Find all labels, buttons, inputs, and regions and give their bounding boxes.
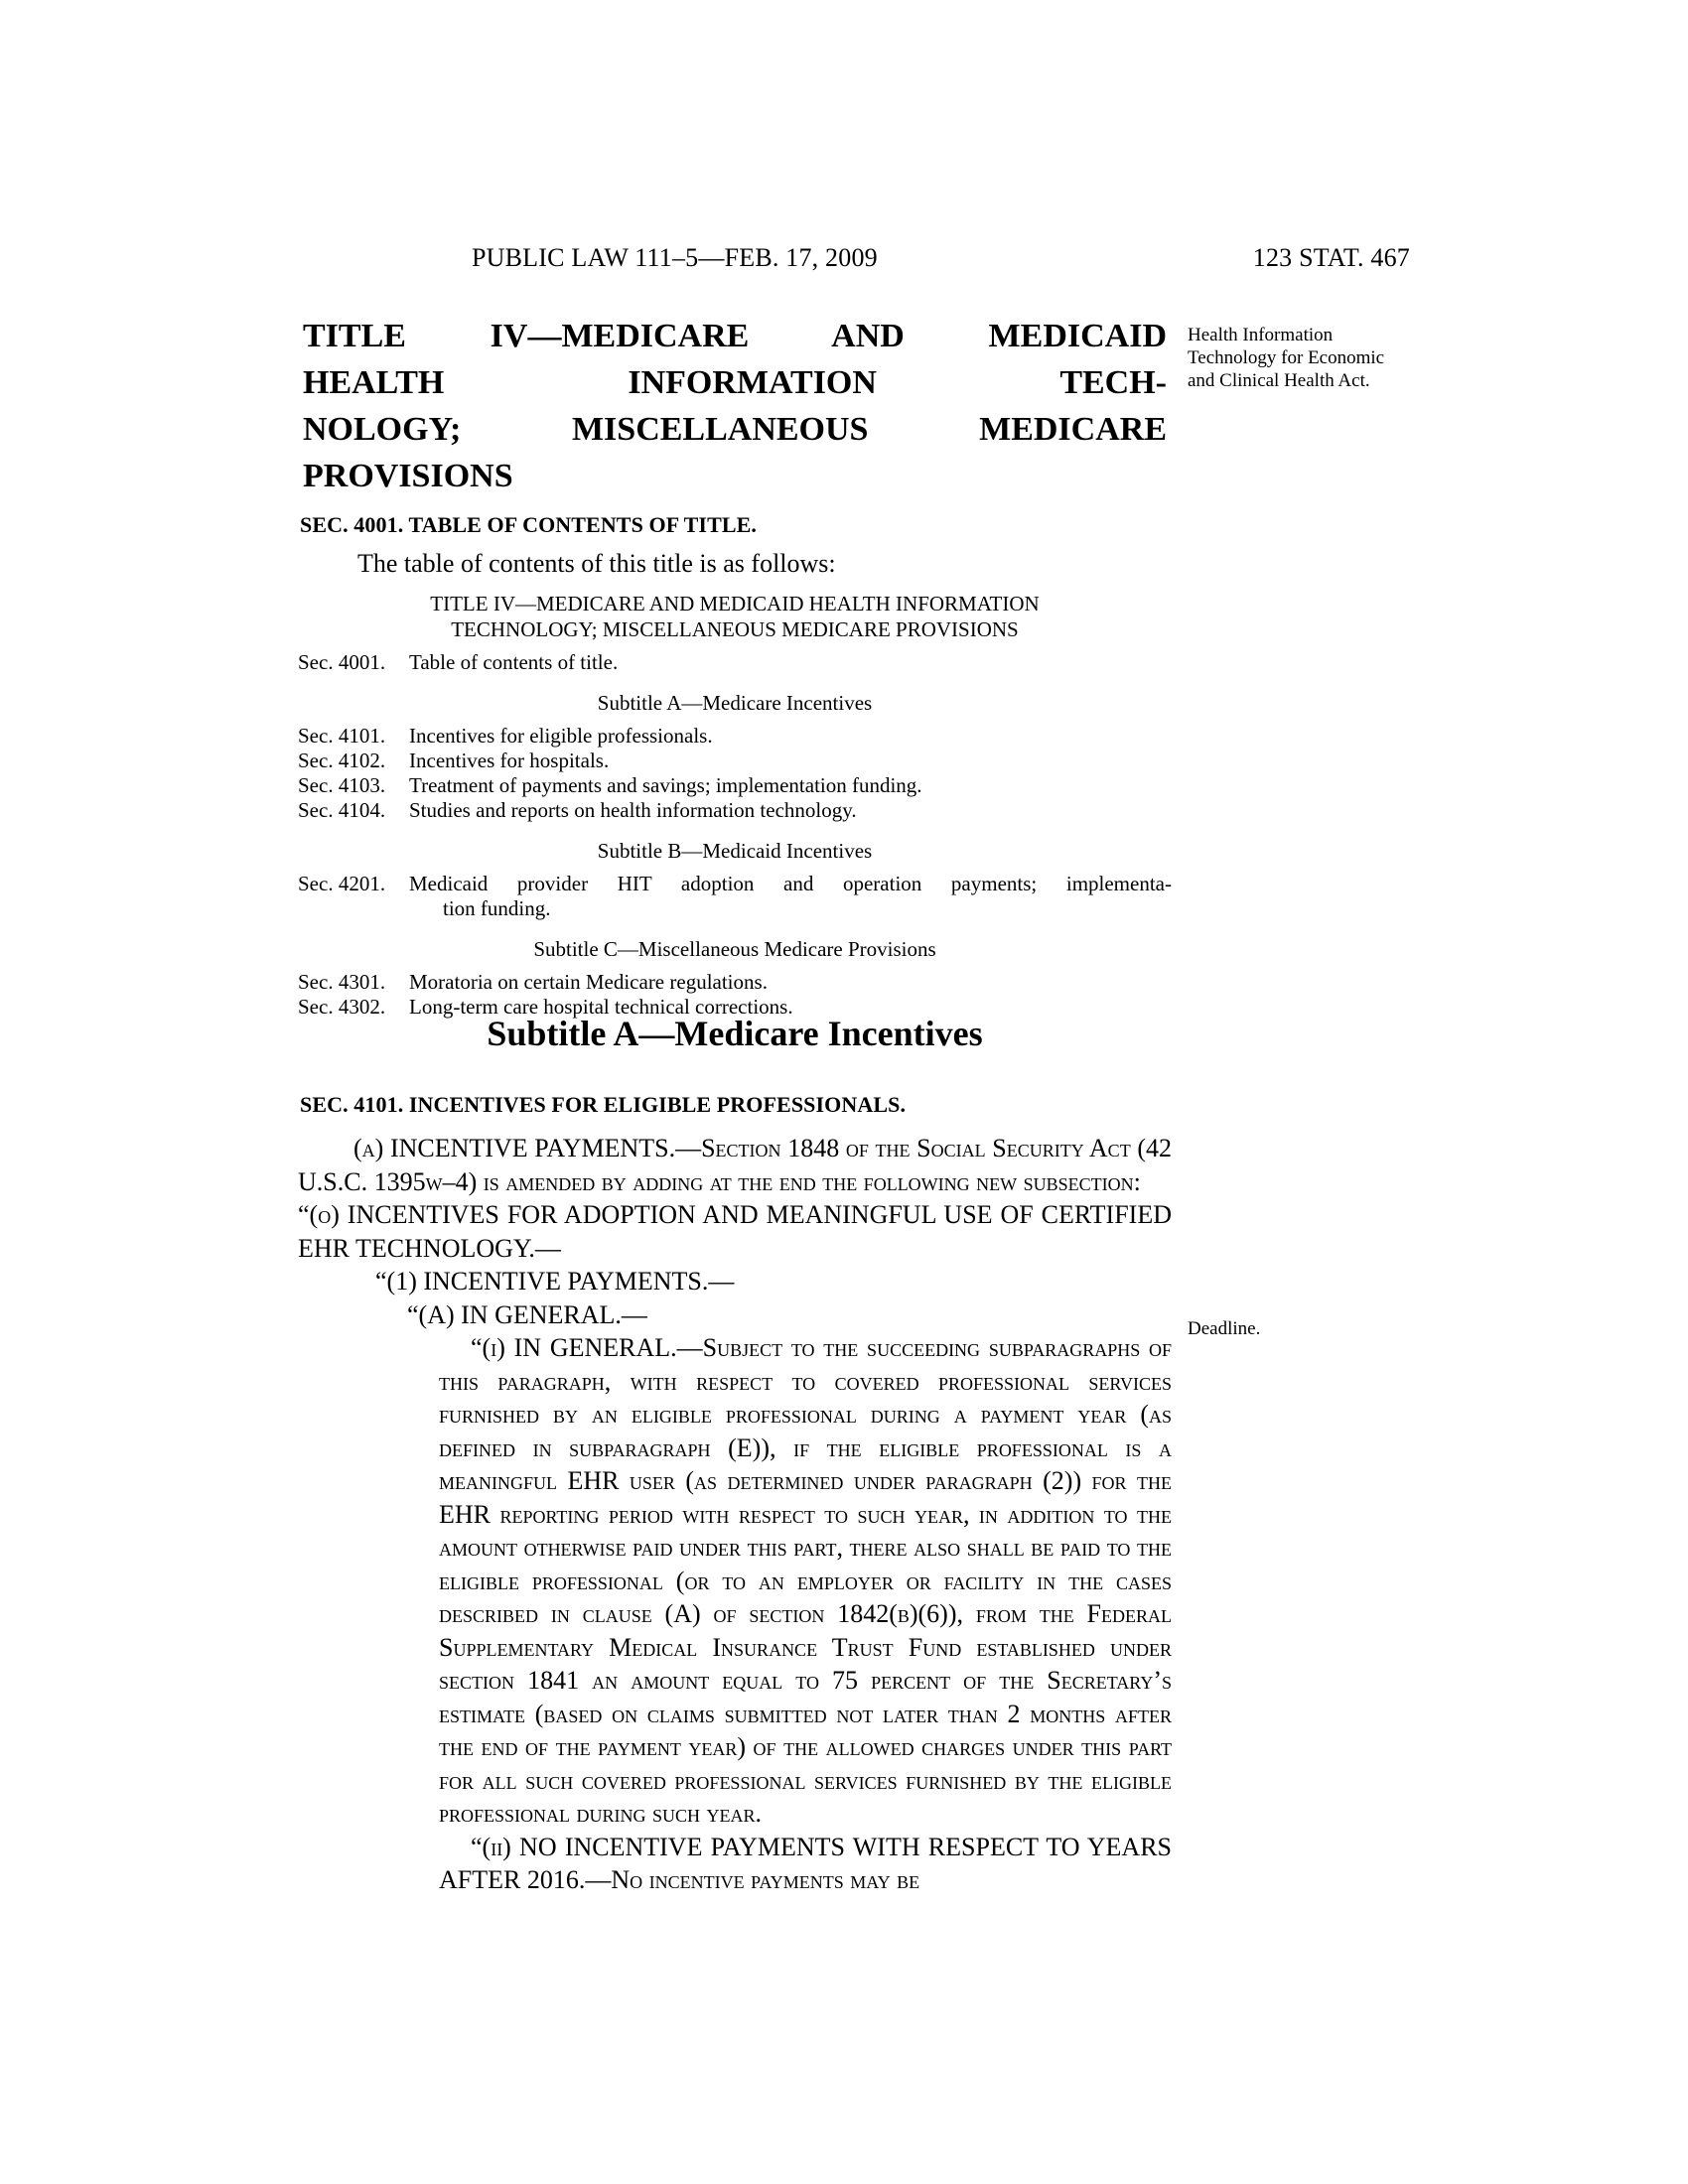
toc-entry[interactable] [298,872,1172,921]
paragraph-a-incentive-payments: (a) INCENTIVE PAYMENTS.—Section 1848 of the Social Security Act (42 U.S.C. 1395w–4) is amended by adding at the end the following new subsection: [298,1134,1172,1196]
toc-entry-label: Sec. 4101. [298,724,386,748]
running-head-left: PUBLIC LAW 111–5—FEB. 17, 2009 [472,243,878,272]
table-of-contents [298,591,1172,1020]
title-line-4: PROVISIONS [303,458,513,494]
toc-entry-label: Sec. 4201. [298,872,386,895]
paragraph-i-in-general: “(i) IN GENERAL.—Subject to the succeeding subparagraphs of this paragraph, with respect to covered professional services furnished by an eligible professional during a payment year (as defined in subparagraph (E)), if the eligible professional is a meaningful EHR user (as determined under paragraph (2)) for the EHR reporting period with respect to such year, in addition to the amount otherwise paid under this part, there also shall be paid to the eligible professional (or to an employer or facility in the cases described in clause (A) of section 1842(b)(6)), from the Federal Supplementary Medical Insurance Trust Fund established under section 1841 an amount equal to 75 percent of the Secretary’s estimate (based on claims submitted not later than 2 months after the end of the payment year) of the allowed charges under this part for all such covered professional services furnished by the eligible professional during such year. [439,1333,1173,1828]
paragraph-o-heading: “(o) INCENTIVES FOR ADOPTION AND MEANINGFUL USE OF CERTIFIED EHR TECHNOLOGY.— [298,1200,1172,1263]
toc-subtitle-c-heading: Subtitle C—Miscellaneous Medicare Provisions [533,937,936,961]
toc-entry-label: Sec. 4103. [298,773,386,797]
toc-entry-text: Incentives for eligible professionals. [409,724,713,748]
toc-entry[interactable] [298,724,1172,749]
toc-entry[interactable] [298,970,1172,995]
toc-entry-label: Sec. 4102. [298,749,386,772]
title-line-2: HEALTH INFORMATION TECH- [303,364,1167,401]
page-title [303,313,1167,499]
toc-title-line-2: TECHNOLOGY; MISCELLANEOUS MEDICARE PROVISIONS [451,617,1019,641]
title-line-1: TITLE IV—MEDICARE AND MEDICAID [303,318,1167,354]
toc-entry-text-line-1: Medicaid provider HIT adoption and operation payments; implementa- [409,872,1172,895]
running-head-right: 123 STAT. 467 [1252,243,1410,272]
toc-entry-text: Studies and reports on health information technology. [409,798,857,822]
section-heading-4101: SEC. 4101. INCENTIVES FOR ELIGIBLE PROFESSIONALS. [300,1092,907,1117]
toc-entry-text: Moratoria on certain Medicare regulations. [409,970,768,994]
margin-note-hitech: Health Information Technology for Economic and Clinical Health Act. [1188,325,1385,391]
toc-entry-text: Table of contents of title. [409,650,619,674]
title-line-3: NOLOGY; MISCELLANEOUS MEDICARE [303,411,1167,448]
subtitle-a-banner: Subtitle A—Medicare Incentives [487,1014,983,1053]
toc-title [377,591,1092,642]
toc-subtitle-a-heading: Subtitle A—Medicare Incentives [597,691,873,715]
toc-entry-label: Sec. 4302. [298,995,386,1019]
paragraph-ii-no-incentive-payments: “(ii) NO INCENTIVE PAYMENTS WITH RESPECT TO YEARS AFTER 2016.—No incentive payments may be [439,1832,1172,1894]
toc-entry[interactable] [298,773,1172,798]
toc-entry-label: Sec. 4301. [298,970,386,994]
toc-entry-text: Incentives for hospitals. [409,749,610,772]
section-heading-4001: SEC. 4001. TABLE OF CONTENTS OF TITLE. [300,512,758,537]
margin-note-deadline: Deadline. [1188,1318,1261,1339]
body-text-column [298,1132,1172,1897]
paragraph-A-in-general: “(A) IN GENERAL.— [407,1299,647,1329]
toc-entry-text [409,872,1172,921]
toc-entry-text: Treatment of payments and savings; implementation funding. [409,773,922,797]
toc-entry[interactable] [298,650,1172,675]
toc-intro-line: The table of contents of this title is as follows: [357,549,836,578]
toc-entry-text: Long-term care hospital technical corrections. [409,995,793,1019]
toc-title-line-1: TITLE IV—MEDICARE AND MEDICAID HEALTH INFORMATION [430,592,1040,615]
toc-entry[interactable] [298,749,1172,773]
toc-entry[interactable] [298,798,1172,823]
toc-subtitle-b-heading: Subtitle B—Medicaid Incentives [597,839,873,863]
paragraph-1-incentive-payments: “(1) INCENTIVE PAYMENTS.— [375,1267,735,1296]
toc-entry-text-line-2: tion funding. [443,896,551,920]
toc-entry-label: Sec. 4001. [298,650,386,674]
toc-entry-label: Sec. 4104. [298,798,386,822]
